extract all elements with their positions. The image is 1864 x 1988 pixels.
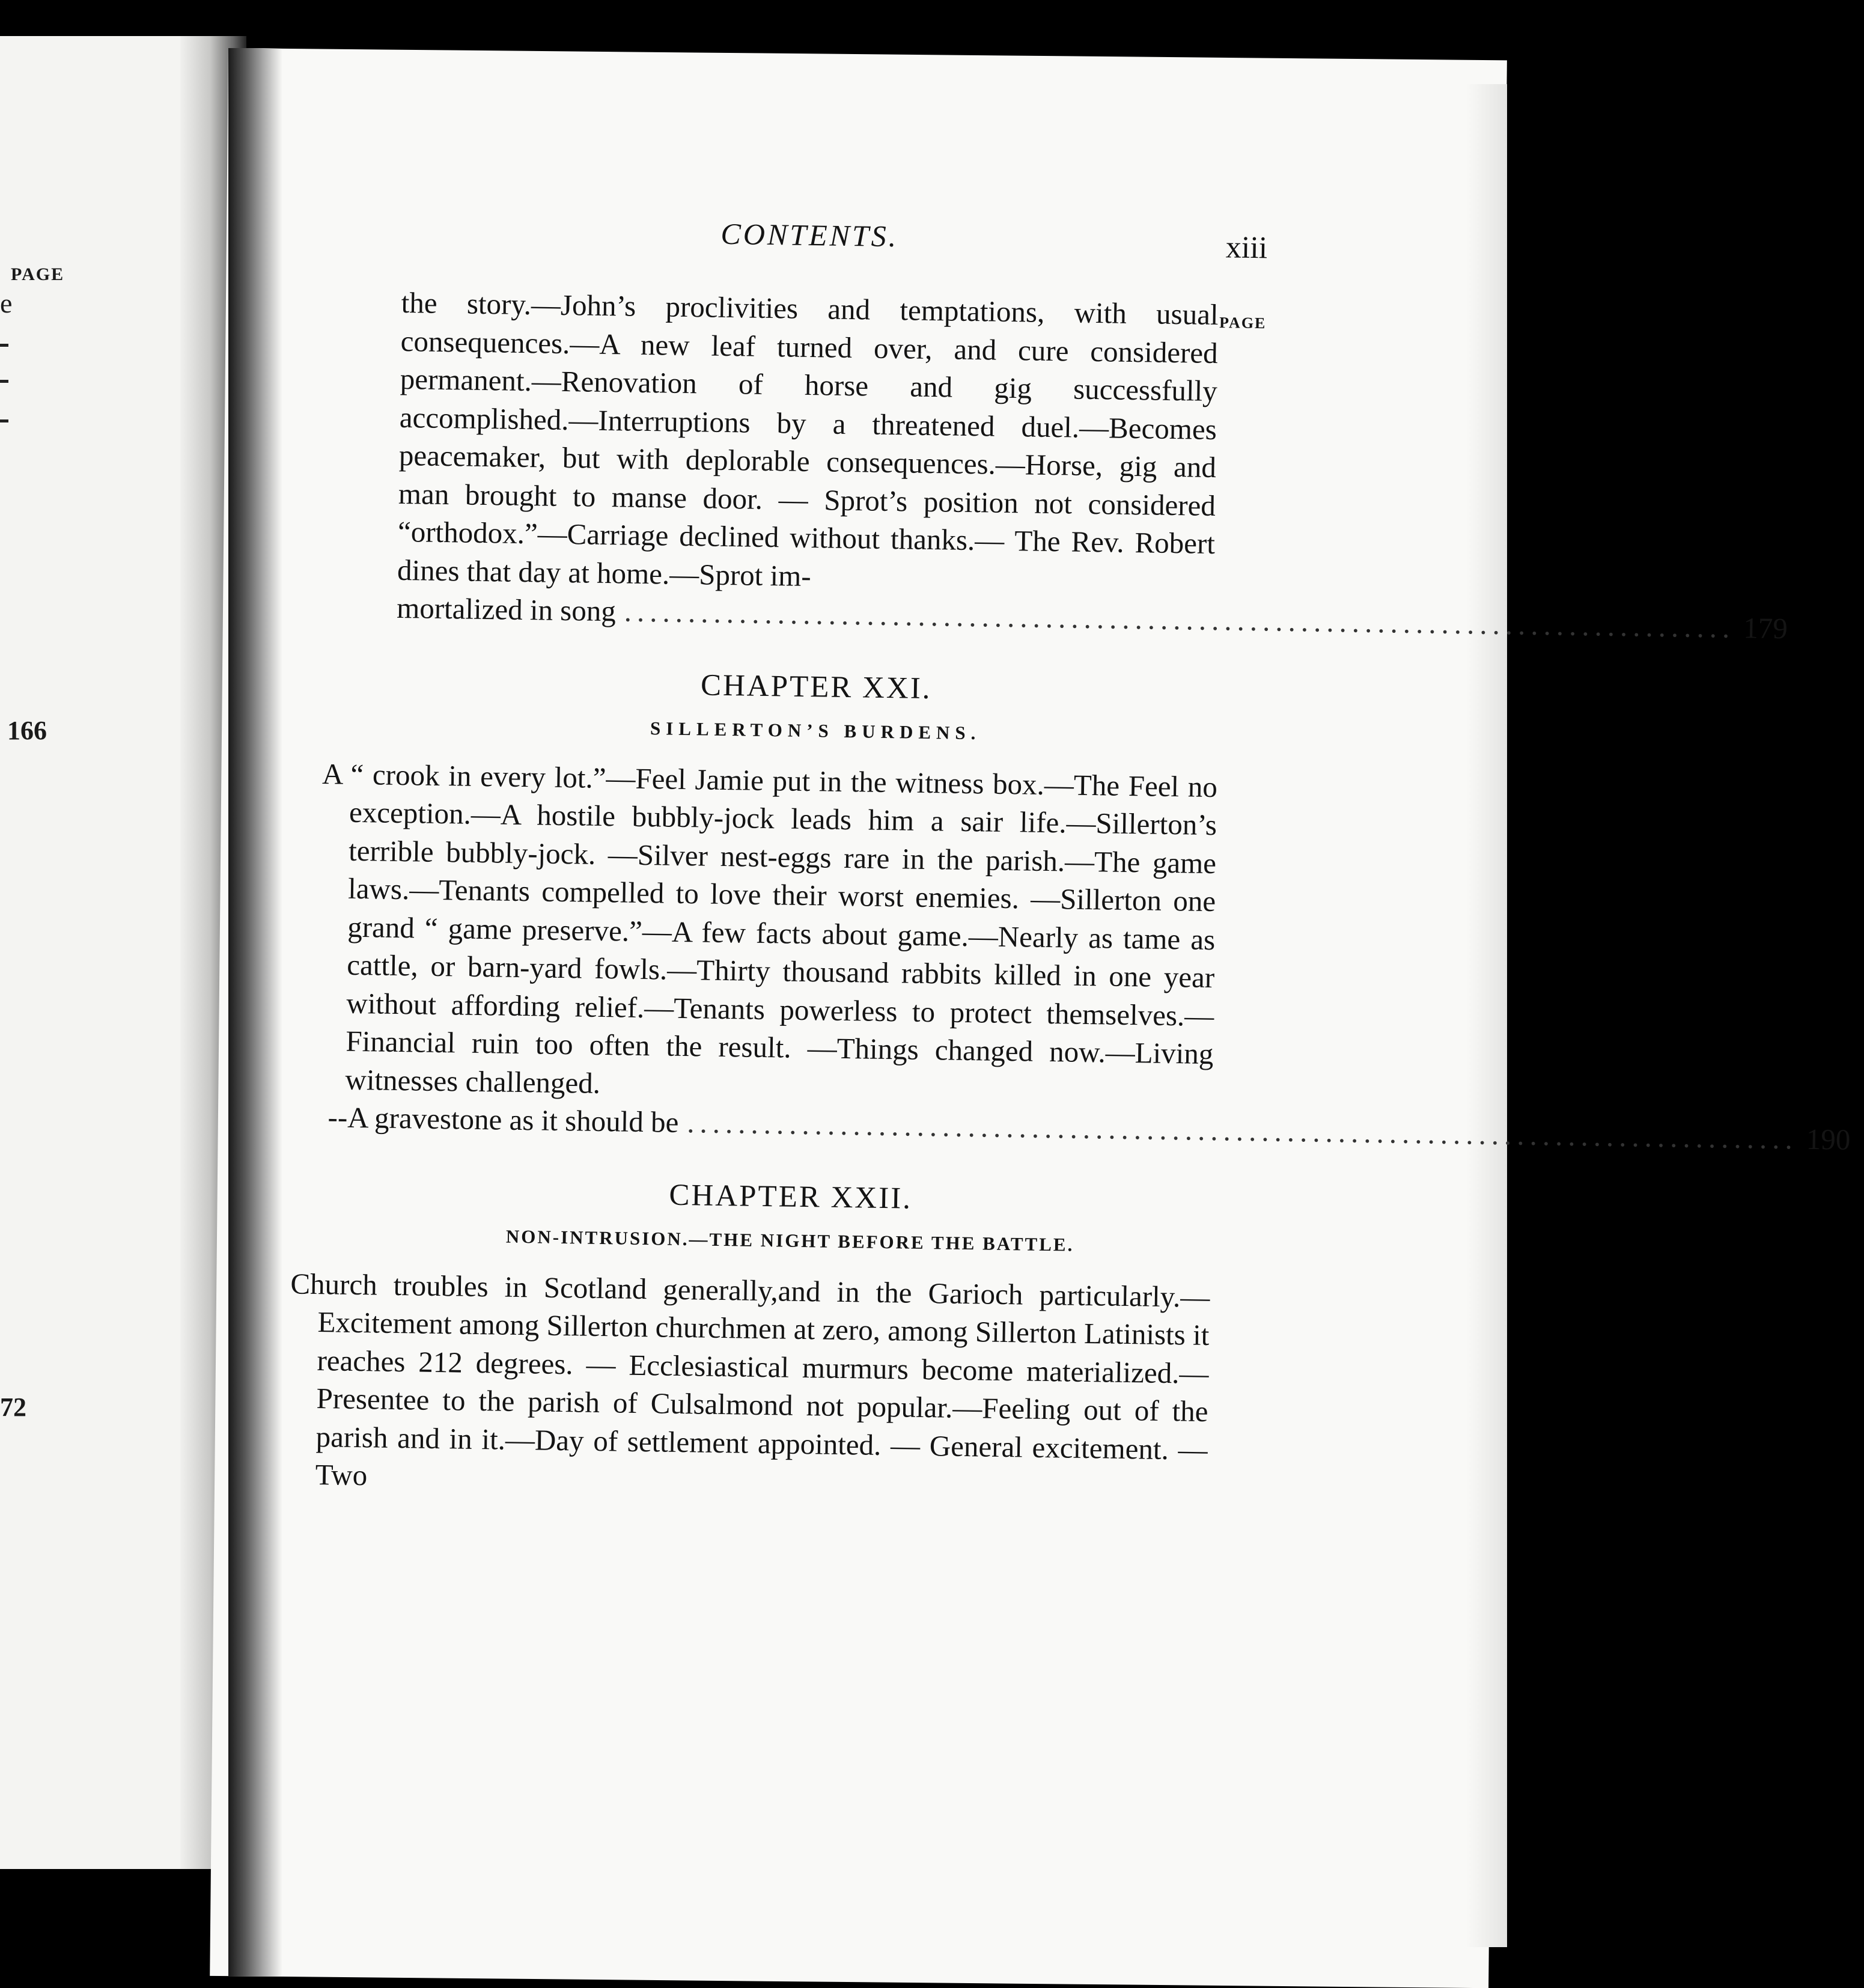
chapter-subtitle: NON-INTRUSION.—THE NIGHT BEFORE THE BATTLE. [505, 1225, 1074, 1255]
contents-page [290, 210, 1851, 1507]
entry-page-number: 190 [1806, 1122, 1851, 1156]
dot-leader: ....................................................................................... [624, 594, 1735, 644]
contents-entry-continued [318, 282, 1788, 645]
contents-entry [311, 754, 1851, 1156]
spine-shadow [228, 48, 282, 1976]
left-page-number: 72 [0, 1392, 26, 1422]
contents-entry [287, 1264, 1246, 1508]
page-numeral: xiii [1225, 230, 1268, 266]
left-page-fragment-mark [0, 380, 8, 383]
left-page-number: 166 [7, 716, 47, 745]
entry-summary: A “ crook in every lot.”—Feel Jamie put in the witness box.—The Feel no exception.—A hostile bubbly-jock leads him a sair life.—Sillerton’s terrible bubbly-jock. —Silver nest-eggs rare in the parish.—The game laws.—Tenants compelled to love their worst enemies. —Sillerton one grand “ game preserve.”—A few facts about game.—Nearly as tame as cattle, or barn-yard fowls.—Thirty thousand rabbits killed in one year without affording relief.—Tenants powerless to protect themselves.—Financial ruin too often the result. —Things changed now.—Living witnesses challenged. [321, 757, 1218, 1100]
entry-last-text: --A gravestone as it should be [327, 1100, 679, 1139]
right-page-edge [1466, 84, 1507, 1947]
entry-summary: Church troubles in Scotland generally,and in the Garioch particularly.—Excitement among Sillerton churchmen at zero, among Sillerton Latinists it reaches 212 degrees. — Ecclesiastical murmurs become materialized.—Presentee to the parish of Culsalmond not popular.—Feeling out of the parish and in it.—Day of settlement appointed. — General excitement. — Two [290, 1266, 1210, 1492]
left-page-fragment-mark [0, 419, 8, 422]
chapter-subtitle: SILLERTON’S BURDENS. [650, 717, 981, 743]
chapter-heading: CHAPTER XXI. [700, 668, 932, 706]
chapter-heading: CHAPTER XXII. [669, 1178, 913, 1216]
left-page-label: PAGE [11, 264, 65, 284]
running-title: CONTENTS. [720, 216, 899, 254]
page-column-label: PAGE [1219, 314, 1267, 332]
dot-leader: ....................................................................................... [686, 1106, 1799, 1156]
entry-page-number: 179 [1743, 611, 1788, 645]
entry-last-text: mortalized in song [396, 591, 617, 628]
running-head [323, 210, 1268, 332]
left-page-fragment: e [0, 288, 13, 319]
entry-summary: the story.—John’s proclivities and temptations, with usual consequences.—A new leaf turned over, and cure considered permanent.—Renovation of horse and gig successfully accomplished.—Interruptions by a threatened duel.—Becomes peacemaker, but with deplorable consequences.—Horse, gig and man brought to manse door. — Sprot’s position not considered “orthodox.”—Carriage declined without thanks.— The Rev. Robert dines that day at home.—Sprot im- [397, 285, 1219, 593]
left-page [0, 36, 198, 1869]
left-page-fragment-mark [0, 344, 8, 347]
